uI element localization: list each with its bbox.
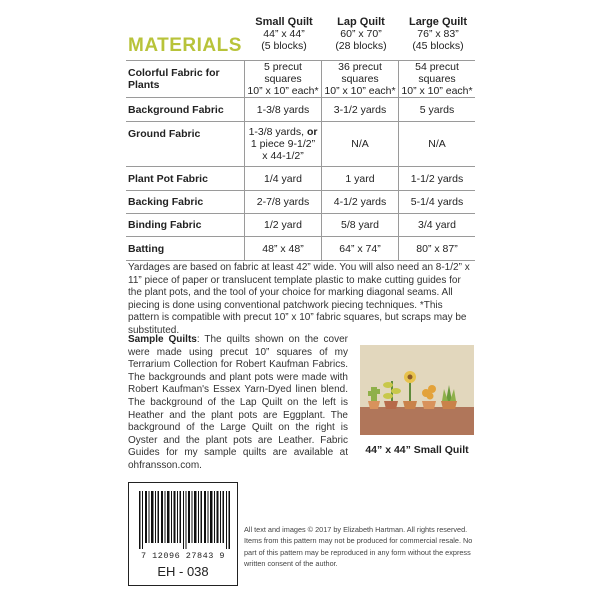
row-label: Plant Pot Fabric [126, 167, 245, 191]
column-header-large [394, 16, 482, 52]
barcode-digits: 7 12096 27843 9 [140, 551, 225, 561]
cell-small: 2-7/8 yards [245, 191, 322, 214]
table-row [126, 122, 475, 167]
table-row [126, 191, 475, 214]
cell-large: 5 yards [399, 98, 476, 122]
row-label: Ground Fabric [126, 122, 245, 167]
table-row [126, 214, 475, 237]
cell-small [245, 122, 322, 167]
cell-lap: 4-1/2 yards [322, 191, 399, 214]
barcode-block [128, 482, 238, 586]
row-label: Background Fabric [126, 98, 245, 122]
materials-title: MATERIALS [128, 35, 242, 56]
cell-line: x 44-1/2” [262, 150, 304, 162]
column-name: Lap Quilt [337, 16, 385, 28]
cell-line: 10” x 10” each* [324, 85, 396, 97]
cell-large: 80” x 87” [399, 237, 476, 261]
cell-line: 10” x 10” each* [247, 85, 319, 97]
row-label: Batting [126, 237, 245, 261]
cell-line: 10” x 10” each* [401, 85, 473, 97]
cell-lap: 1 yard [322, 167, 399, 191]
cell-large [399, 61, 476, 98]
barcode-icon [139, 491, 233, 549]
column-header-small [240, 16, 328, 52]
cell-lap: N/A [322, 122, 399, 167]
cell-small: 1-3/8 yards [245, 98, 322, 122]
cell-line: 36 precut squares [338, 61, 382, 85]
cell-large: 3/4 yard [399, 214, 476, 237]
pattern-code: EH - 038 [157, 564, 209, 579]
materials-table [126, 60, 475, 261]
cell-lap: 3-1/2 yards [322, 98, 399, 122]
column-size: 60” x 70” [340, 28, 382, 40]
column-blocks: (45 blocks) [412, 40, 464, 52]
cell-line [245, 126, 321, 138]
column-blocks: (5 blocks) [261, 40, 307, 52]
column-name: Large Quilt [408, 16, 468, 28]
cell-small [245, 61, 322, 98]
cell-small: 1/4 yard [245, 167, 322, 191]
copyright-notice: All text and images © 2017 by Elizabeth Hartman. All rights reserved. Items from this pattern may not be produced for commercial resale. No part of this pattern may be reproduced in any form without the express written consent of the author. [244, 525, 473, 568]
cell-small: 48” x 48” [245, 237, 322, 261]
cell-large: N/A [399, 122, 476, 167]
small-quilt-image [360, 345, 474, 435]
cell-lap [322, 61, 399, 98]
table-row [126, 61, 475, 98]
column-name: Small Quilt [255, 16, 313, 28]
table-row [126, 167, 475, 191]
cell-large: 1-1/2 yards [399, 167, 476, 191]
column-size: 44” x 44” [263, 28, 305, 40]
sample-quilts-heading: Sample Quilts [128, 334, 197, 345]
row-label: Colorful Fabric for Plants [126, 61, 245, 98]
quilt-caption: 44” x 44” Small Quilt [365, 444, 469, 456]
cell-large: 5-1/4 yards [399, 191, 476, 214]
cell-line: 1 piece 9-1/2” [250, 138, 316, 150]
row-label: Binding Fabric [126, 214, 245, 237]
quilt-ground [360, 407, 474, 435]
sample-quilts-paragraph [128, 334, 348, 473]
sample-quilts-text: : The quilts shown on the cover were made using precut 10” squares of my Terrarium Collection for Robert Kaufman Fabrics. The backgrounds and plant pots were made with Robert Kaufman's Essex Yarn-Dyed linen blend. The background of the Lap Quilt on the left is Heather and the plant pots are Eggplant. The background of the Large Quilt on the right is Oyster and the plant pots are Leather. Fabric Guides for my sample quilts are available at ohfransson.com. [128, 334, 348, 471]
cell-text-bold: or [306, 126, 318, 138]
row-label: Backing Fabric [126, 191, 245, 214]
cell-lap: 64” x 74” [322, 237, 399, 261]
column-blocks: (28 blocks) [335, 40, 387, 52]
column-size: 76” x 83” [417, 28, 459, 40]
yardage-note: Yardages are based on fabric at least 42” wide. You will also need an 8-1/2” x 11” piece of paper or translucent template plastic to make cutting guides for the plant pots, and the tool of your choice for marking diagonal seams. All piecing is done using conventional patchwork piecing techniques. *This pattern is compatible with precut 10” x 10” fabric squares, but scraps may be substituted. [128, 262, 470, 336]
cell-line: 5 precut squares [264, 61, 302, 85]
column-header-lap [317, 16, 405, 52]
table-row [126, 237, 475, 261]
cell-lap: 5/8 yard [322, 214, 399, 237]
cell-small: 1/2 yard [245, 214, 322, 237]
table-row [126, 98, 475, 122]
cell-text: 1-3/8 yards, [248, 126, 307, 138]
cell-line: 54 precut squares [415, 61, 459, 85]
